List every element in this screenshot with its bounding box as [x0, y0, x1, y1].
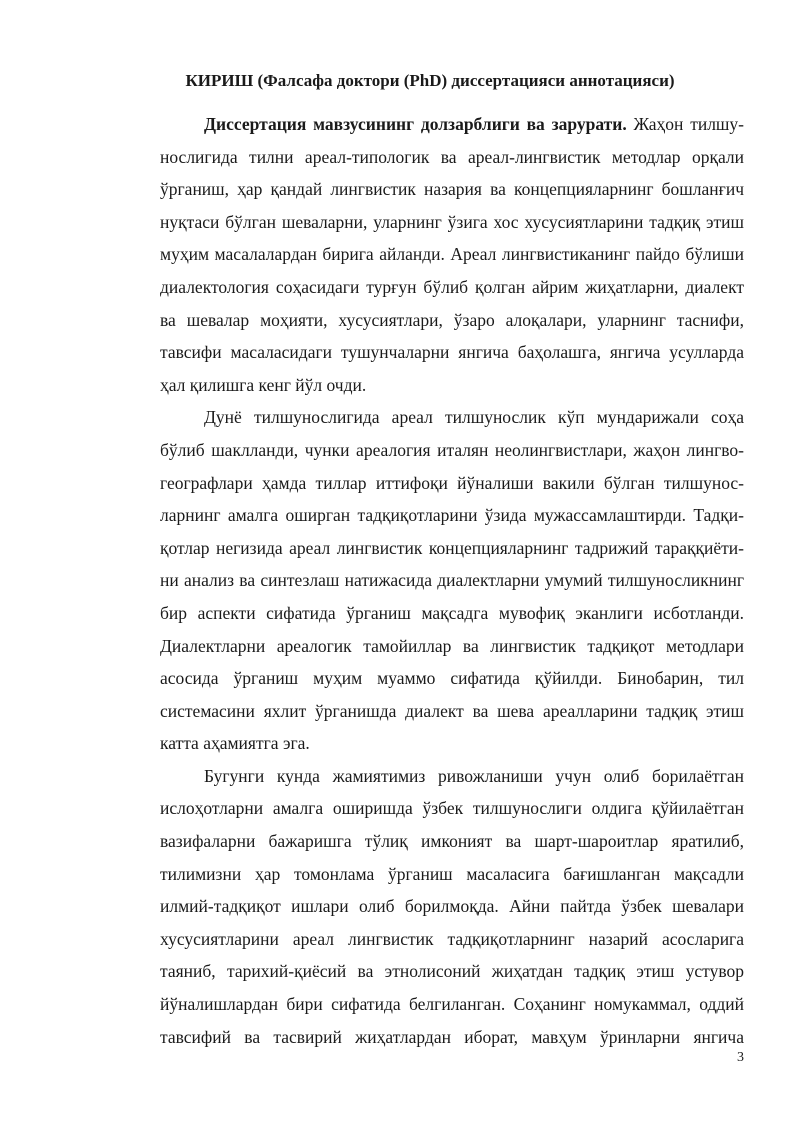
- text-line: ва шевалар моҳияти, хусусиятлари, ўзаро алоқалари, уларнинг таснифи,: [160, 309, 744, 330]
- text-line: нослигида тилни ареал-типологик ва ареал-лингвистик методлар орқали: [160, 146, 744, 167]
- page-number: 3: [737, 1050, 744, 1065]
- text-line: тавсифи масаласидаги тушунчаларни янгича баҳолашга, янгича усулларда: [160, 342, 744, 363]
- text-line: Бугунги кунда жамиятимиз ривожланиши учун олиб борилаётган: [204, 765, 744, 786]
- text-line: системасини яхлит ўрганишда диалект ва шева ареалларини тадқиқ этиш: [160, 700, 744, 721]
- text-line: қотлар негизида ареал лингвистик концепцияларнинг тадрижий тараққиёти-: [160, 537, 744, 558]
- document-page: [116, 70, 744, 1053]
- text-line: диалектология соҳасидаги турғун бўлиб қолган айрим жиҳатларни, диалект: [160, 276, 744, 297]
- text-line: асосида ўрганиш муҳим муаммо сифатида қўйилди. Бинобарин, тил: [160, 668, 744, 689]
- text-line: бўлиб шаклланди, чунки ареалогия италян неолингвистлари, жаҳон лингво-: [160, 439, 744, 460]
- text-line: [116, 108, 744, 141]
- paragraph-lead: Диссертация мавзусининг долзарблиги ва зарурати.: [204, 114, 627, 134]
- text-line-content: Жаҳон тилшу-: [626, 114, 744, 134]
- text-line: йўналишлардан бири сифатида белгиланган. Соҳанинг номукаммал, оддий: [160, 994, 744, 1015]
- text-line: ҳал қилишга кенг йўл очди.: [160, 374, 367, 395]
- paragraph-2: [116, 401, 744, 760]
- text-line: муҳим масалалардан бирига айланди. Ареал лингвистиканинг пайдо бўлиши: [160, 244, 744, 265]
- text-line: ни анализ ва синтезлаш натижасида диалектларни умумий тилшуносликнинг: [160, 570, 744, 591]
- text-line: вазифаларни бажаришга тўлиқ имконият ва шарт-шароитлар яратилиб,: [160, 831, 744, 852]
- text-line: ислоҳотларни амалга оширишда ўзбек тилшунослиги олдига қўйилаётган: [160, 798, 744, 819]
- paragraph-1: [116, 108, 744, 401]
- text-line: ларнинг амалга оширган тадқиқотларини ўзида мужассамлаштирди. Тадқи-: [160, 505, 744, 526]
- text-line: бир аспекти сифатида ўрганиш мақсадга мувофиқ эканлиги исботланди.: [160, 602, 744, 623]
- paragraph-3: [116, 760, 744, 1053]
- document-title: КИРИШ (Фалсафа доктори (PhD) диссертацияси аннотацияси): [185, 71, 675, 90]
- text-line: таяниб, тарихий-қиёсий ва этнолисоний жиҳатдан тадқиқ этиш устувор: [160, 961, 744, 982]
- text-line: тавсифий ва тасвирий жиҳатлардан иборат, мавҳум ўринларни янгича: [160, 1026, 744, 1047]
- text-line: географлари ҳамда тиллар иттифоқи йўналиши вакили бўлган тилшунос-: [160, 472, 744, 493]
- text-line: тилимизни ҳар томонлама ўрганиш масаласига бағишланган мақсадли: [160, 863, 744, 884]
- text-line: катта аҳамиятга эга.: [160, 733, 310, 754]
- text-line: Диалектларни ареалогик тамойиллар ва лингвистик тадқиқот методлари: [160, 635, 744, 656]
- text-line: хусусиятларини ареал лингвистик тадқиқотларнинг назарий асосларига: [160, 928, 744, 949]
- text-line: илмий-тадқиқот ишлари олиб борилмоқда. Айни пайтда ўзбек шевалари: [160, 896, 744, 917]
- text-line: Дунё тилшунослигида ареал тилшунослик кўп мундарижали соҳа: [204, 407, 744, 428]
- text-line: нуқтаси бўлган шеваларни, уларнинг ўзига хос хусусиятларини тадқиқ этиш: [160, 211, 744, 232]
- text-line: ўрганиш, ҳар қандай лингвистик назария ва концепцияларнинг бошланғич: [160, 179, 744, 200]
